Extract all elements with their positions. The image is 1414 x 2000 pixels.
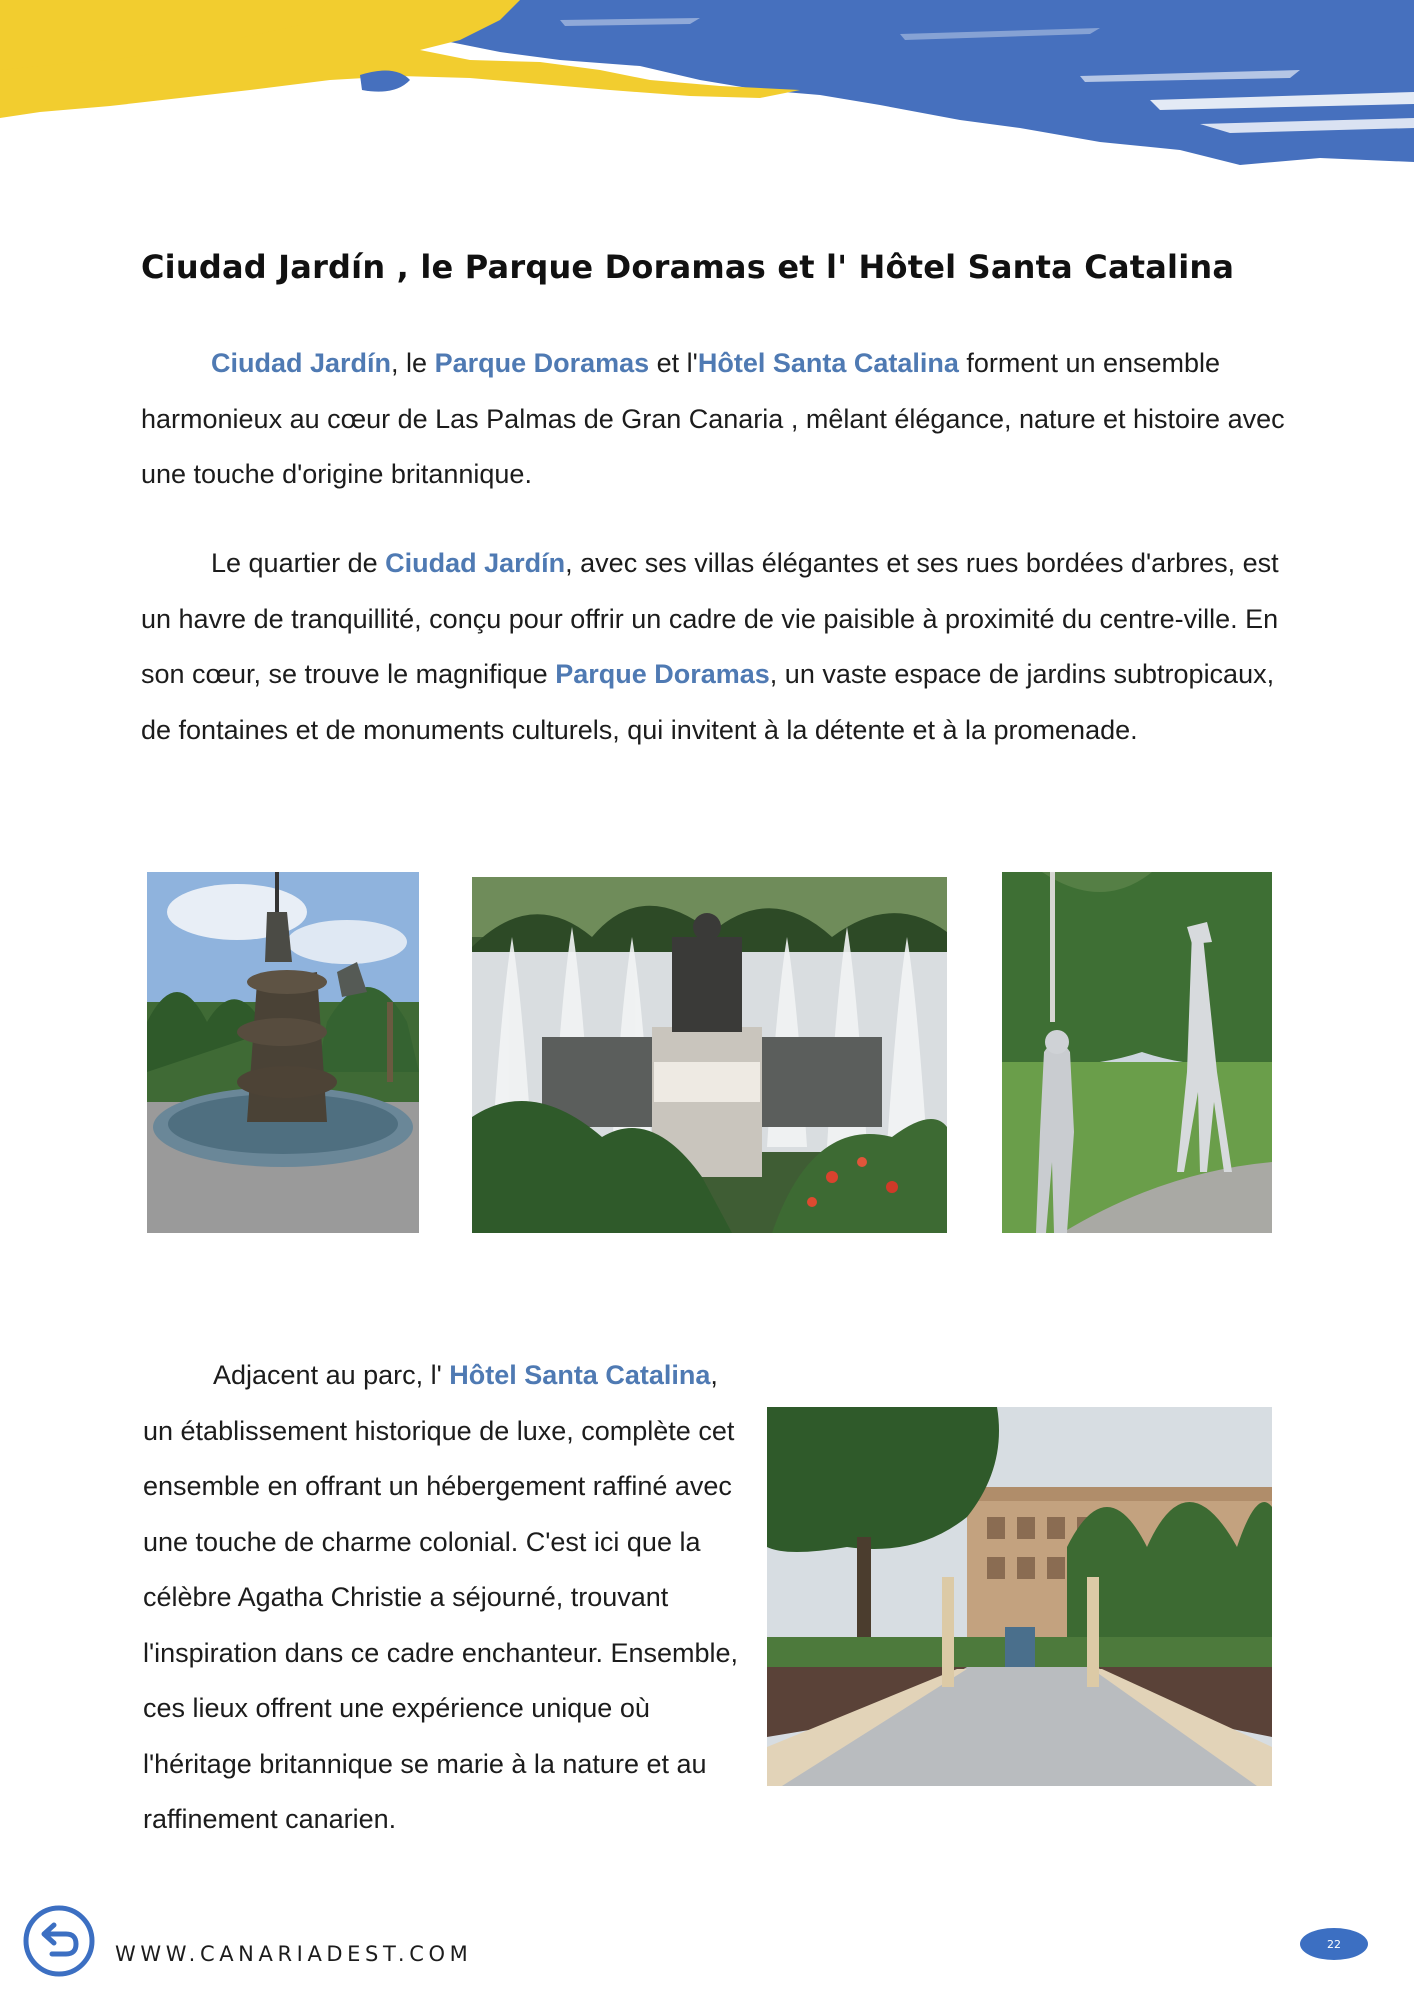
text-segment: , un vaste espace de jardins subtropicaux, de fontaines et de monuments culturels, qui invitent à la détente et à la promenade.: [141, 659, 1275, 745]
text-segment: forment un ensemble harmonieux au cœur de Las Palmas de Gran Canaria , mêlant élégance, nature et histoire avec une touche d'origine britannique.: [141, 348, 1285, 489]
hotel-paragraph: [143, 1348, 743, 1848]
hotel-santa-catalina-photo: [767, 1407, 1272, 1786]
highlight-ciudad-jardin: Ciudad Jardín: [385, 548, 566, 578]
page-number-badge: 22: [1300, 1928, 1368, 1960]
text-segment: , avec ses villas élégantes et ses rues bordées d'arbres, est un havre de tranquillité, conçu pour offrir un cadre de vie paisible à proximité du centre-ville. En son cœur, se trouve le magnifique: [141, 548, 1279, 689]
neighborhood-paragraph: [141, 536, 1291, 758]
page-title: Ciudad Jardín , le Parque Doramas et l' Hôtel Santa Catalina: [141, 248, 1235, 286]
header-brush-banner: [0, 0, 1414, 170]
text-segment: et l': [649, 348, 698, 378]
text-segment: Adjacent au parc, l': [213, 1360, 450, 1390]
text-segment: , le: [391, 348, 435, 378]
intro-paragraph: [141, 336, 1291, 503]
circular-return-arrow-icon: [22, 1904, 96, 1978]
doramas-monument-fountain-photo: [472, 877, 947, 1233]
footer-website-url[interactable]: WWW.CANARIADEST.COM: [115, 1942, 473, 1966]
highlight-hotel-santa-catalina: Hôtel Santa Catalina: [449, 1360, 711, 1390]
highlight-parque-doramas: Parque Doramas: [555, 659, 770, 689]
text-segment: Le quartier de: [211, 548, 386, 578]
fountain-sculpture-photo: [147, 872, 419, 1233]
text-segment: , un établissement historique de luxe, complète cet ensemble en offrant un hébergement raffiné avec une touche de charme colonial. C'est ici que la célèbre Agatha Christie a séjourné, trouvant l'inspiration dans ce cadre enchanteur. Ensemble, ces lieux offrent une expérience unique où l'héritage britannique se marie à la nature et au raffinement canarien.: [143, 1360, 739, 1834]
highlight-ciudad-jardin: Ciudad Jardín: [211, 348, 392, 378]
giraffe-statue-photo: [1002, 872, 1272, 1233]
highlight-parque-doramas: Parque Doramas: [434, 348, 650, 378]
highlight-hotel-santa-catalina: Hôtel Santa Catalina: [697, 348, 959, 378]
